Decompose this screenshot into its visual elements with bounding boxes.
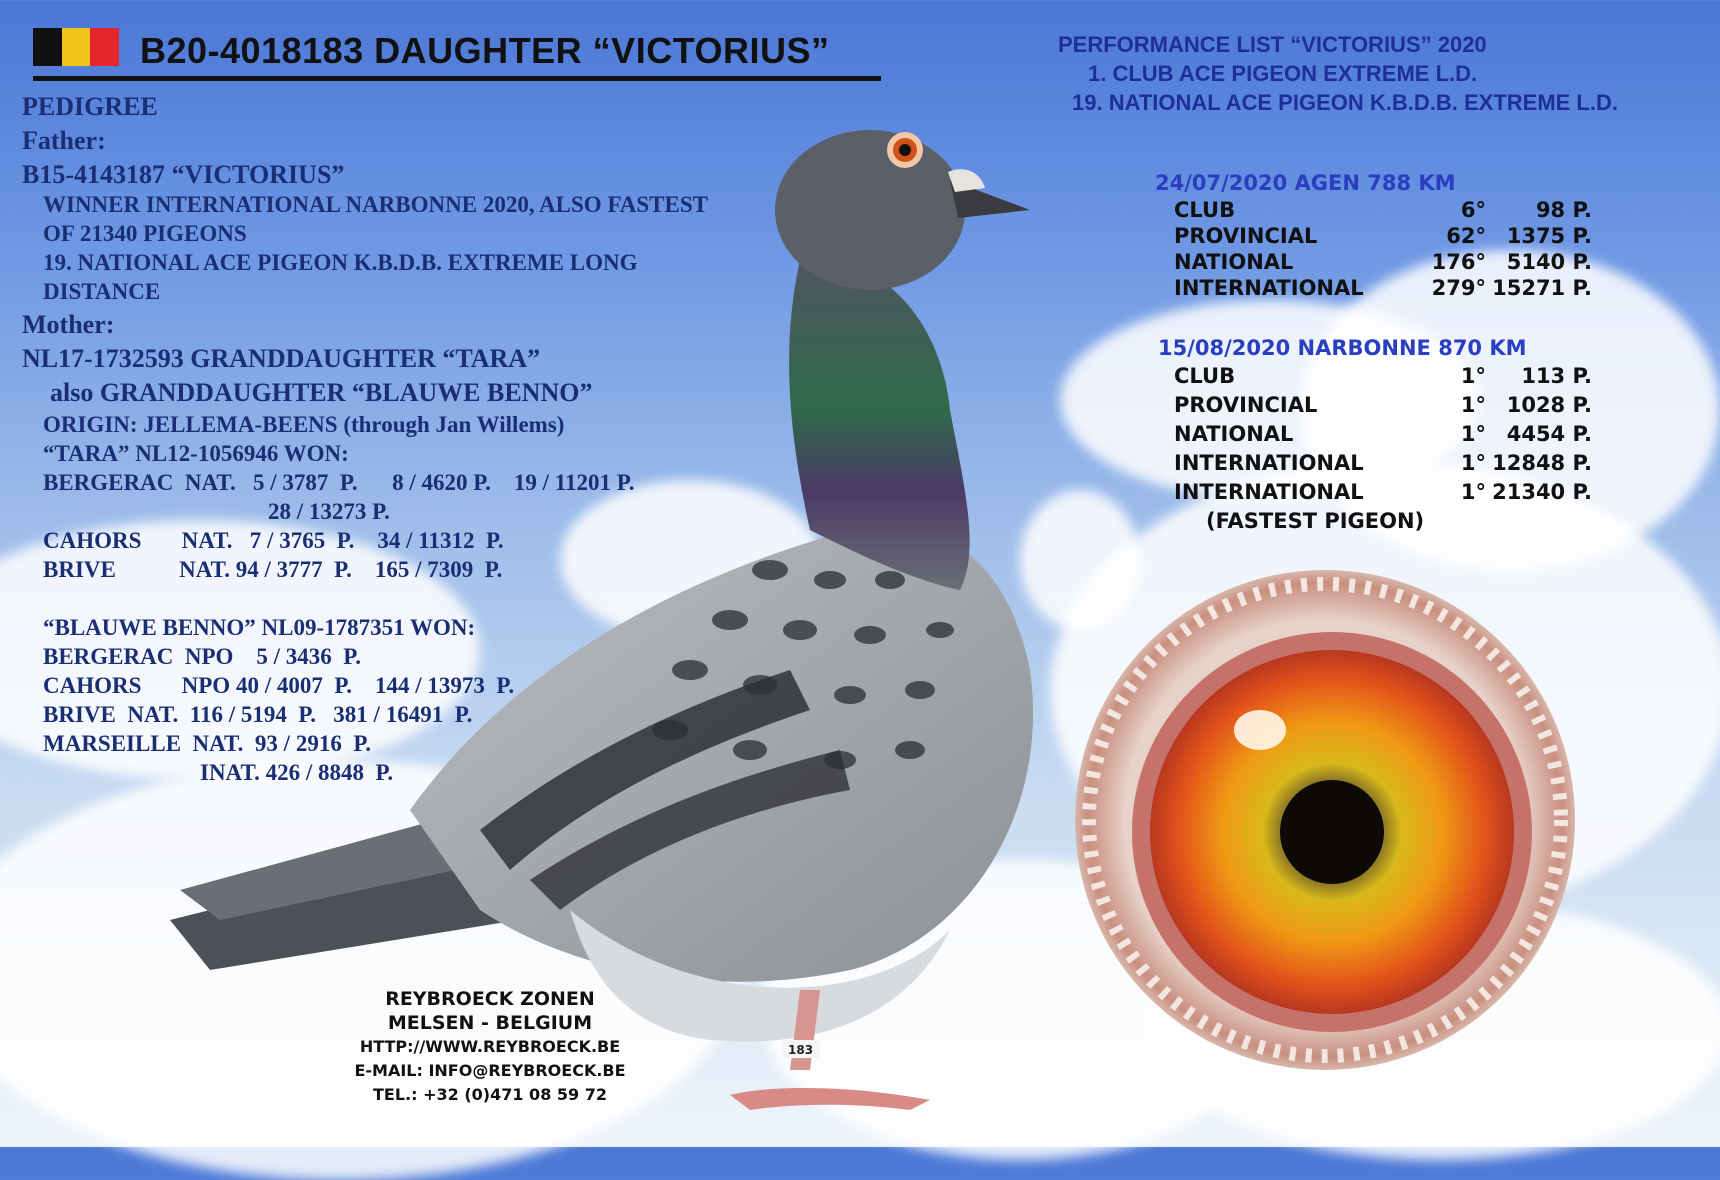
result-count: 12848 P. (1492, 451, 1592, 475)
mother-label: Mother: (22, 310, 115, 339)
result-level: INTERNATIONAL (1174, 451, 1364, 475)
result-count: 1375 P. (1506, 224, 1592, 248)
race-note (1206, 509, 1656, 537)
father-name: B15-4143187 “VICTORIUS” (22, 160, 345, 189)
benno-result: INAT. 426 / 8848 P. (200, 760, 394, 785)
eye-closeup-image (1070, 570, 1590, 1090)
race-header-narbonne: 15/08/2020 NARBONNE 870 KM (1158, 336, 1527, 360)
result-position: 1° (1460, 393, 1486, 417)
pedigree-heading: PEDIGREE (22, 92, 158, 121)
result-level: CLUB (1174, 364, 1236, 388)
race-result-row (1174, 198, 1624, 226)
breeder-email: E-MAIL: INFO@REYBROECK.BE (354, 1061, 626, 1080)
race-result-row (1174, 224, 1624, 252)
breeder-website: HTTP://WWW.REYBROECK.BE (359, 1037, 621, 1056)
page-title: B20-4018183 DAUGHTER “VICTORIUS” (140, 30, 830, 71)
result-count: 1028 P. (1506, 393, 1592, 417)
performance-heading: PERFORMANCE LIST “VICTORIUS” 2020 (1058, 32, 1487, 57)
result-count: 113 P. (1521, 364, 1592, 388)
result-count: 21340 P. (1492, 480, 1592, 504)
race-result-row (1174, 451, 1624, 479)
breeder-location: MELSEN - BELGIUM (387, 1012, 593, 1034)
result-position: 6° (1460, 198, 1486, 222)
father-line: DISTANCE (43, 279, 161, 304)
breeder-name: REYBROECK ZONEN (385, 988, 595, 1010)
race-result-row (1174, 480, 1624, 508)
race-result-row (1174, 276, 1624, 304)
tara-heading: “TARA” NL12-1056946 WON: (43, 441, 349, 466)
result-count: 5140 P. (1506, 250, 1592, 274)
race-result-row (1174, 393, 1624, 421)
fastest-pigeon-note: (FASTEST PIGEON) (1206, 509, 1425, 533)
benno-result: MARSEILLE NAT. 93 / 2916 P. (43, 731, 372, 756)
race-header-agen: 24/07/2020 AGEN 788 KM (1155, 171, 1456, 195)
flag-stripe-yellow (62, 28, 91, 66)
result-count: 4454 P. (1506, 422, 1592, 446)
breeder-phone: TEL.: +32 (0)471 08 59 72 (373, 1085, 607, 1104)
result-position: 1° (1460, 364, 1486, 388)
pigeon-illustration (150, 110, 1070, 1130)
result-position: 279° (1431, 276, 1486, 300)
result-level: NATIONAL (1174, 250, 1294, 274)
title-underline (33, 76, 881, 81)
result-position: 176° (1431, 250, 1486, 274)
mother-also: also GRANDDAUGHTER “BLAUWE BENNO” (50, 378, 593, 407)
result-level: NATIONAL (1174, 422, 1294, 446)
result-level: PROVINCIAL (1174, 393, 1318, 417)
tara-result: CAHORS NAT. 7 / 3765 P. 34 / 11312 P. (43, 528, 504, 553)
race-result-row (1174, 364, 1624, 392)
result-count: 98 P. (1535, 198, 1592, 222)
leg-ring-number: 183 (788, 1043, 814, 1057)
tara-result: BERGERAC NAT. 5 / 3787 P. 8 / 4620 P. 19 / 11201 P. (43, 470, 635, 495)
benno-result: BRIVE NAT. 116 / 5194 P. 381 / 16491 P. (43, 702, 473, 727)
result-count: 15271 P. (1492, 276, 1592, 300)
origin-text: ORIGIN: JELLEMA-BEENS (through Jan Willems) (43, 412, 565, 437)
result-position: 62° (1446, 224, 1486, 248)
result-position: 1° (1460, 422, 1486, 446)
result-level: INTERNATIONAL (1174, 276, 1364, 300)
result-level: INTERNATIONAL (1174, 480, 1364, 504)
benno-result: CAHORS NPO 40 / 4007 P. 144 / 13973 P. (43, 673, 515, 698)
result-position: 1° (1460, 451, 1486, 475)
performance-line: 1. CLUB ACE PIGEON EXTREME L.D. (1088, 61, 1478, 86)
father-line: WINNER INTERNATIONAL NARBONNE 2020, ALSO FASTEST (43, 192, 709, 217)
performance-line: 19. NATIONAL ACE PIGEON K.B.D.B. EXTREME L.D. (1072, 90, 1618, 115)
result-level: CLUB (1174, 198, 1236, 222)
flag-stripe-red (90, 28, 119, 66)
father-line: OF 21340 PIGEONS (43, 221, 247, 246)
benno-result: BERGERAC NPO 5 / 3436 P. (43, 644, 361, 669)
father-label: Father: (22, 126, 106, 155)
race-result-row (1174, 422, 1624, 450)
tara-result: 28 / 13273 P. (268, 499, 390, 524)
race-result-row (1174, 250, 1624, 278)
belgian-flag (33, 28, 119, 66)
father-line: 19. NATIONAL ACE PIGEON K.B.D.B. EXTREME LONG (43, 250, 638, 275)
benno-heading: “BLAUWE BENNO” NL09-1787351 WON: (43, 615, 476, 640)
result-level: PROVINCIAL (1174, 224, 1318, 248)
tara-result: BRIVE NAT. 94 / 3777 P. 165 / 7309 P. (43, 557, 503, 582)
mother-name: NL17-1732593 GRANDDAUGHTER “TARA” (22, 344, 541, 373)
flag-stripe-black (33, 28, 62, 66)
result-position: 1° (1460, 480, 1486, 504)
